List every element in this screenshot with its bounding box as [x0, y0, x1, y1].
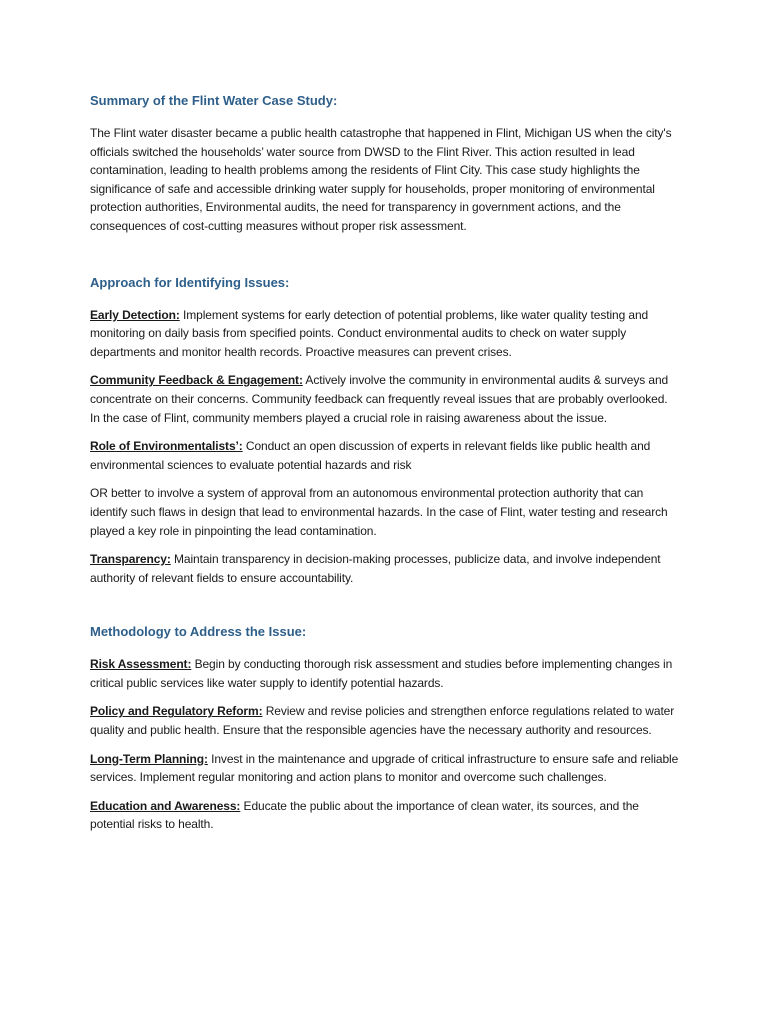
methodology-term: Long-Term Planning: [90, 751, 208, 766]
approach-item-community-feedback [90, 371, 680, 427]
approach-or-paragraph: OR better to involve a system of approval from an autonomous environmental protection authority that can identify such flaws in design that lead to environmental hazards. In the case of Flint, water testing and research played a key role in pinpointing the lead contamination. [90, 486, 668, 538]
methodology-term: Policy and Regulatory Reform: [90, 704, 263, 719]
approach-section [90, 274, 680, 588]
summary-heading: Summary of the Flint Water Case Study: [90, 93, 338, 108]
approach-term: Transparency: [90, 552, 171, 567]
approach-heading: Approach for Identifying Issues: [90, 274, 290, 290]
approach-text: Conduct an open discussion of experts in relevant fields like public health and environmental sciences to evaluate potential hazards and risk [90, 439, 651, 472]
methodology-text: Review and revise policies and strengthen enforce regulations related to water quality and public health. Ensure that the responsible agencies have the necessary authority and resources. [90, 704, 675, 738]
methodology-text: Educate the public about the importance of clean water, its sources, and the potential risks to health. [90, 798, 639, 832]
approach-text: Implement systems for early detection of potential problems, like water quality testing and monitoring on daily basis from specified points. Conduct environmental audits to check on water supply departments and monitor health records. Proactive measures can prevent crises. [90, 307, 649, 359]
approach-item-early-detection [90, 306, 680, 362]
methodology-term: Risk Assessment: [90, 657, 192, 672]
approach-term: Early Detection: [90, 307, 180, 322]
methodology-item-long-term-planning [90, 750, 680, 787]
methodology-term: Education and Awareness: [90, 798, 241, 813]
methodology-text: Invest in the maintenance and upgrade of critical infrastructure to ensure safe and reliable services. Implement regular monitoring and action plans to monitor and overcome such challenges. [90, 751, 679, 785]
approach-text: Maintain transparency in decision-making processes, publicize data, and involve independent authority of relevant fields to ensure accountability. [90, 552, 661, 585]
methodology-item-education [90, 797, 680, 834]
approach-term: Community Feedback & Engagement: [90, 373, 303, 388]
methodology-item-risk-assessment [90, 655, 680, 692]
methodology-heading: Methodology to Address the Issue: [90, 624, 307, 640]
summary-section [90, 92, 680, 236]
approach-item-environmentalists [90, 437, 680, 474]
approach-term: Role of Environmentalists’: [90, 439, 243, 454]
methodology-item-policy-reform [90, 702, 680, 739]
approach-text: Actively involve the community in environmental audits & surveys and concentrate on their concerns. Community feedback can frequently reveal issues that are probably overlooked. In the case of Flint, community members played a crucial role in raising awareness about the issue. [90, 373, 669, 425]
document-page [90, 92, 680, 844]
summary-paragraph: The Flint water disaster became a public health catastrophe that happened in Flint, Michigan US when the city's officials switched the households’ water source from DWSD to the Flint River. This action resulted in lead contamination, leading to health problems among the residents of Flint City. This case study highlights the significance of safe and accessible drinking water supply for households, proper monitoring of environmental protection authorities, Environmental audits, the need for transparency in government actions, and the consequences of cost-cutting measures without proper risk assessment. [90, 126, 672, 233]
methodology-section [90, 623, 680, 834]
methodology-text: Begin by conducting thorough risk assessment and studies before implementing changes in critical public services like water supply to identify potential hazards. [90, 657, 673, 690]
approach-item-transparency [90, 550, 680, 587]
